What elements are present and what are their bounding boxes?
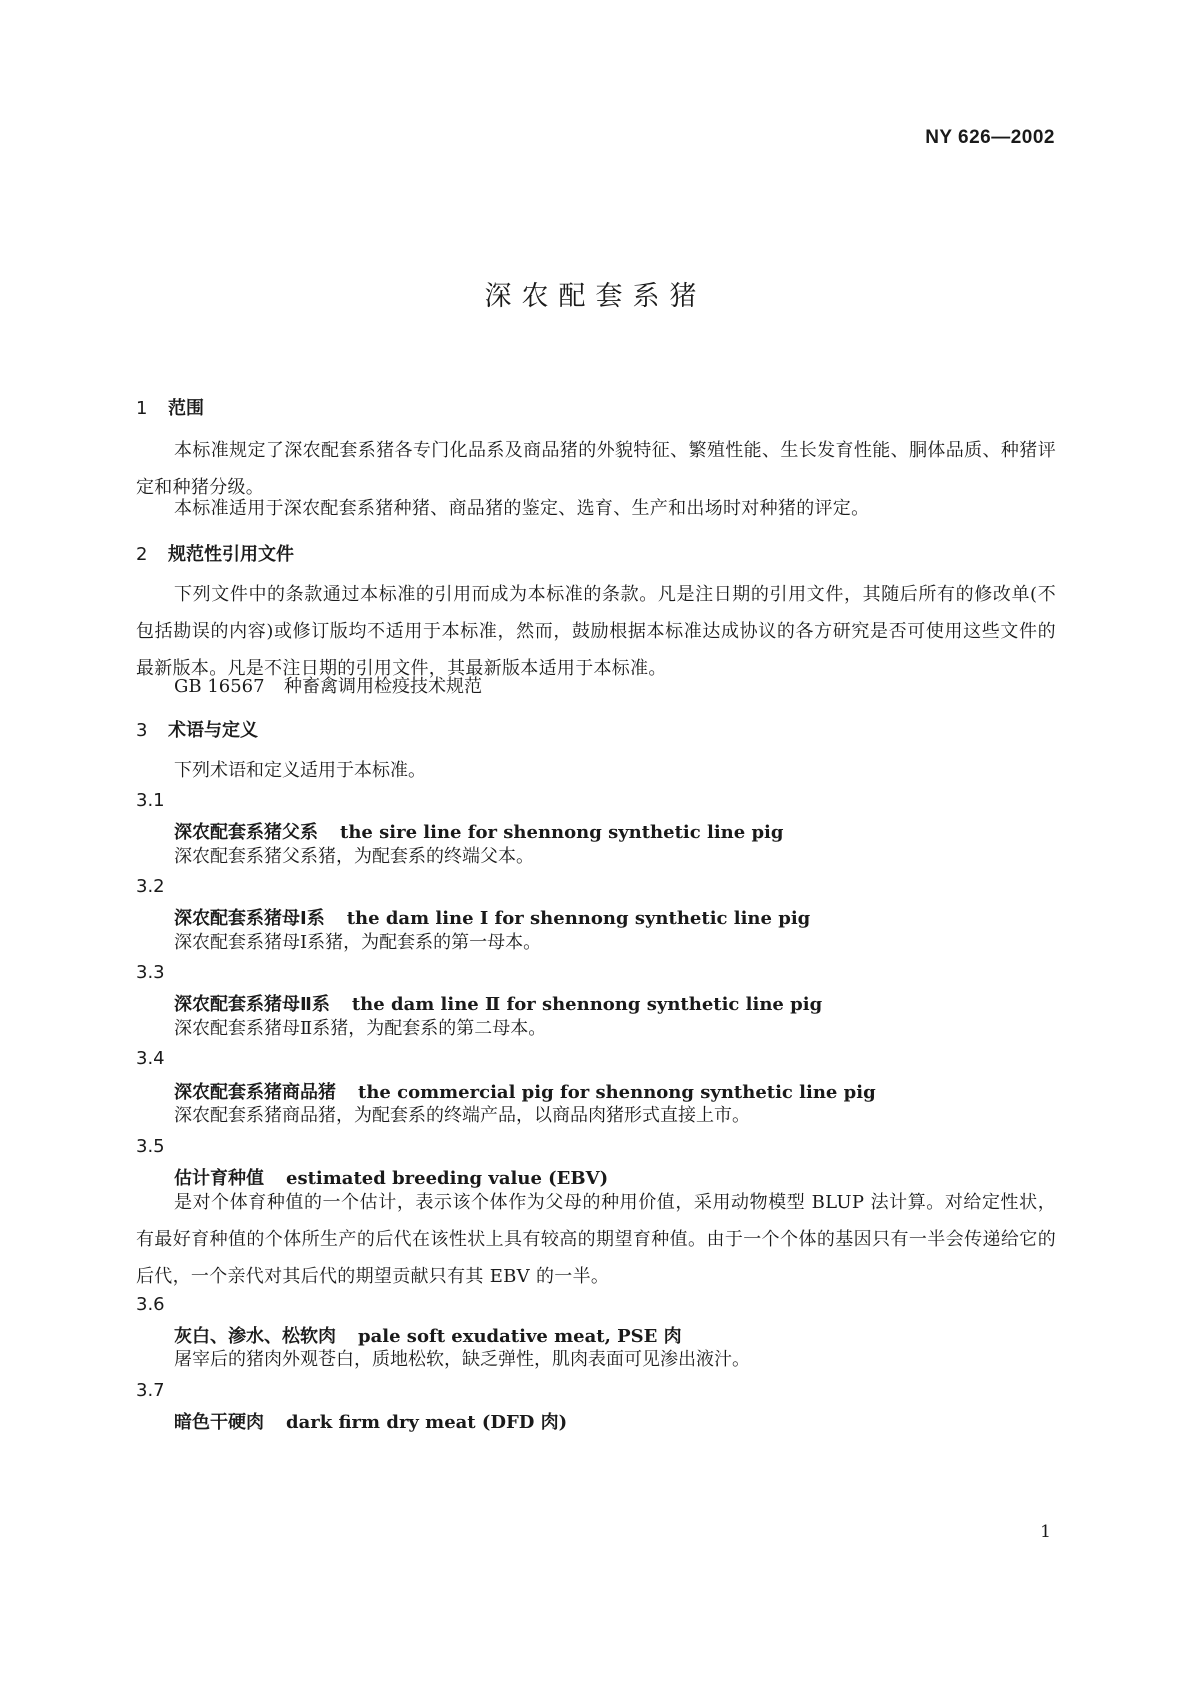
term-name-en: the sire line for shennong synthetic line pig	[340, 822, 784, 843]
normative-reference	[136, 668, 482, 705]
document-title: 深农配套系猪	[484, 281, 707, 312]
term-heading	[136, 1408, 567, 1434]
reference-title: 种畜禽调用检疫技术规范	[284, 676, 482, 697]
term-name-zh: 深农配套系猪母Ⅱ系	[174, 994, 330, 1015]
term-definition: 屠宰后的猪肉外观苍白，质地松软，缺乏弹性，肌肉表面可见渗出液汁。	[174, 1349, 750, 1370]
section-3-intro: 下列术语和定义适用于本标准。	[174, 760, 426, 781]
section-2-para-1: 下列文件中的条款通过本标准的引用而成为本标准的条款。凡是注日期的引用文件，其随后所有的修改单(不包括勘误的内容)或修订版均不适用于本标准，然而，鼓励根据本标准达成协议的各方研究是否可使用这些文件的最新版本。凡是不注日期的引用文件，其最新版本适用于本标准。	[136, 584, 1056, 679]
section-number: 2	[136, 544, 148, 565]
term-name-zh: 灰白、渗水、松软肉	[174, 1326, 336, 1347]
section-number: 3	[136, 720, 148, 741]
term-name-zh: 估计育种值	[174, 1168, 264, 1189]
term-number: 3.5	[136, 1136, 165, 1157]
term-number: 3.7	[136, 1380, 165, 1401]
term-number: 3.6	[136, 1294, 165, 1315]
term-name-zh: 深农配套系猪商品猪	[174, 1082, 336, 1103]
section-1-para-1: 本标准规定了深农配套系猪各专门化品系及商品猪的外貌特征、繁殖性能、生长发育性能、胴体品质、种猪评定和种猪分级。	[136, 440, 1056, 498]
term-name-zh: 深农配套系猪母Ⅰ系	[174, 908, 325, 929]
section-number: 1	[136, 398, 148, 419]
term-number: 3.2	[136, 876, 165, 897]
term-name-en: the dam line Ⅰ for shennong synthetic line pig	[346, 908, 811, 929]
section-3-heading	[136, 716, 258, 742]
term-name-zh: 深农配套系猪父系	[174, 822, 318, 843]
page-number: 1	[1040, 1522, 1051, 1542]
term-name-en: the commercial pig for shennong synthetic line pig	[358, 1082, 876, 1103]
standard-code: NY 626—2002	[925, 127, 1055, 148]
term-definition: 深农配套系猪商品猪，为配套系的终端产品，以商品肉猪形式直接上市。	[174, 1105, 750, 1126]
section-2-heading	[136, 540, 294, 566]
section-title: 术语与定义	[168, 720, 258, 741]
term-name-zh: 暗色干硬肉	[174, 1412, 264, 1433]
term-name-en: estimated breeding value (EBV)	[286, 1168, 609, 1189]
section-1-para-2: 本标准适用于深农配套系猪种猪、商品猪的鉴定、选育、生产和出场时对种猪的评定。	[174, 498, 870, 519]
term-number: 3.4	[136, 1048, 165, 1069]
section-title: 范围	[168, 398, 204, 419]
reference-code: GB 16567	[174, 676, 265, 697]
term-definition: 是对个体育种值的一个估计，表示该个体作为父母的种用价值，采用动物模型 BLUP 法计算。对给定性状，有最好育种值的个体所生产的后代在该性状上具有较高的期望育种值。由于一个个体的基因只有一半会传递给它的后代，一个亲代对其后代的期望贡献只有其 EBV 的一半。	[136, 1192, 1056, 1287]
term-name-en: the dam line Ⅱ for shennong synthetic line pig	[351, 994, 823, 1015]
section-title: 规范性引用文件	[168, 544, 294, 565]
term-number: 3.3	[136, 962, 165, 983]
term-number: 3.1	[136, 790, 165, 811]
term-name-en: dark firm dry meat (DFD 肉)	[286, 1412, 568, 1433]
section-1-heading	[136, 394, 204, 420]
term-definition: 深农配套系猪父系猪，为配套系的终端父本。	[174, 846, 534, 867]
term-definition: 深农配套系猪母Ⅱ系猪，为配套系的第二母本。	[174, 1018, 547, 1039]
term-definition: 深农配套系猪母Ⅰ系猪，为配套系的第一母本。	[174, 932, 542, 953]
term-name-en: pale soft exudative meat, PSE 肉	[358, 1326, 682, 1347]
